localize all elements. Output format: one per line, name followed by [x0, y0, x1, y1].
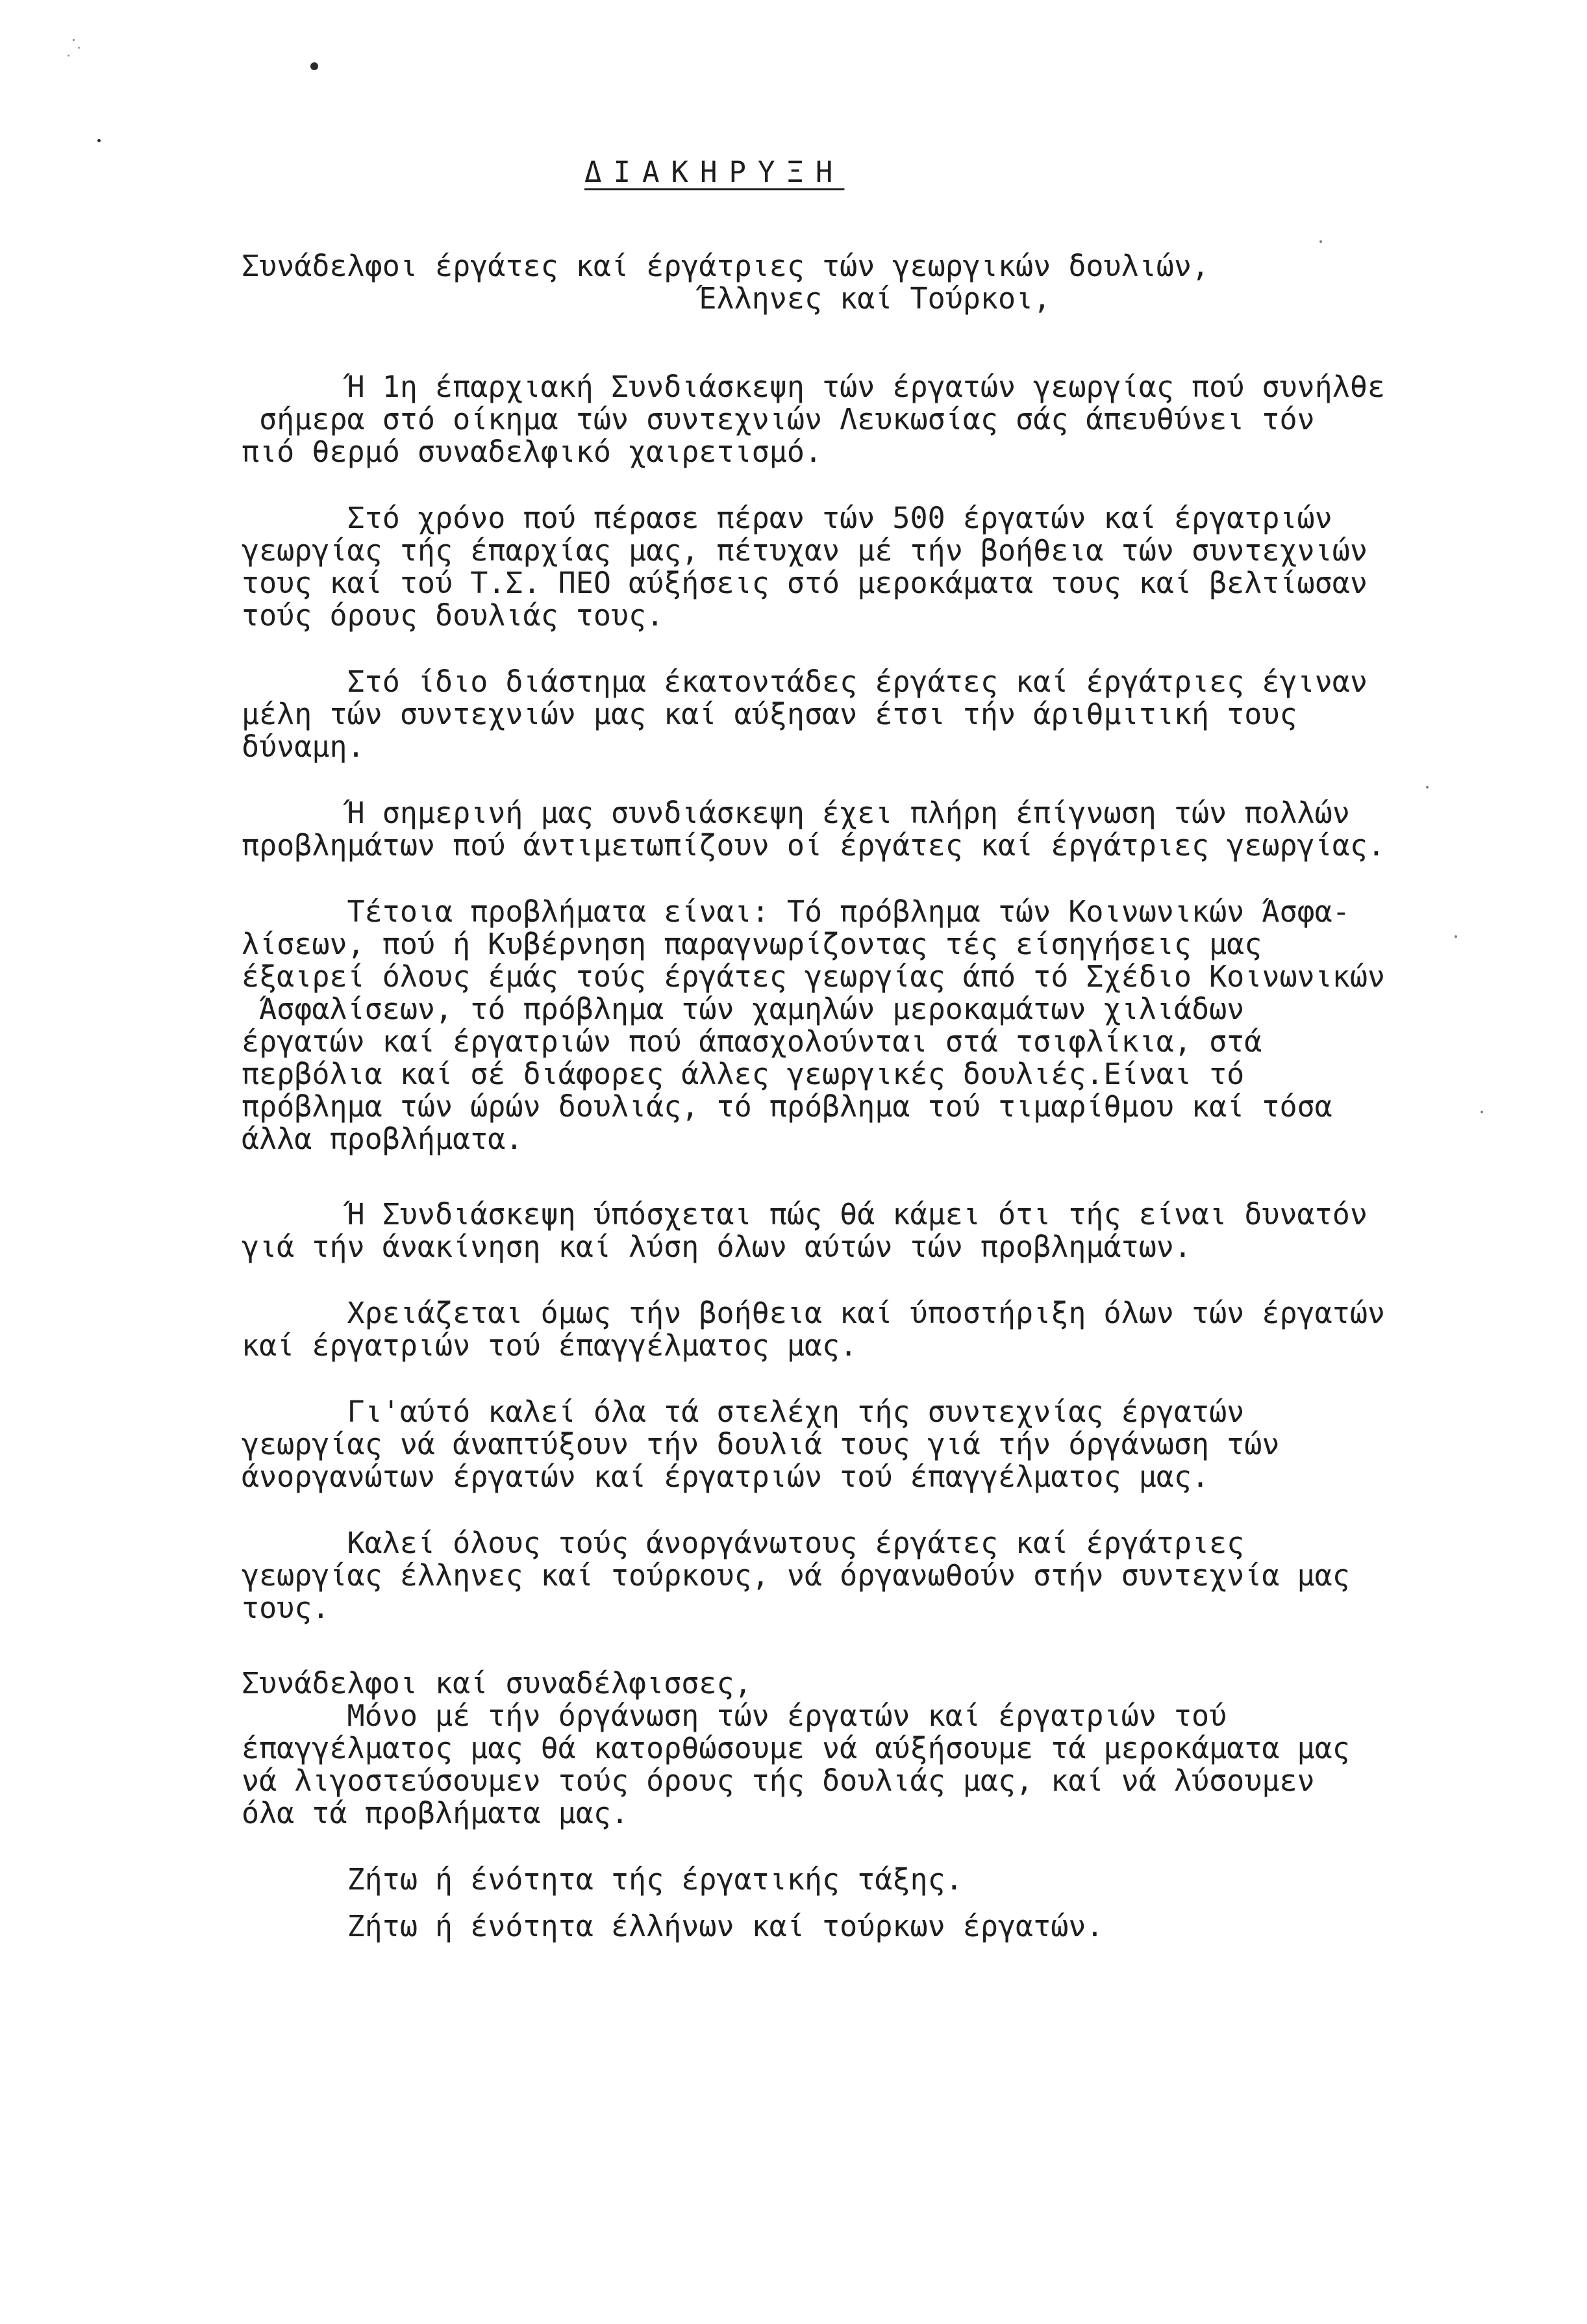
scan-speck — [97, 139, 101, 142]
paragraph-line: λίσεων, πού ή Κυβέρνηση παραγνωρίζοντας τές είσηγήσεις μας — [242, 927, 1262, 961]
closing-paragraph — [242, 1700, 1540, 1830]
paragraph-line: σήμερα στό οίκημα τών συντεχνιών Λευκωσίας σάς άπευθύνει τόν — [242, 402, 1315, 436]
paragraph-line: μέλη τών συντεχνιών μας καί αύξησαν έτσι τήν άριθμιτική τους — [242, 697, 1297, 731]
document-title: ΔΙΑΚΗΡΥΞΗ — [584, 156, 845, 189]
scan-speck — [73, 39, 75, 41]
paragraph-line: έπαγγέλματος μας θά κατορθώσουμε νά αύξήσουμε τά μεροκάματα μας — [242, 1731, 1350, 1765]
scan-speck — [68, 55, 69, 57]
paragraph-line: έξαιρεί όλους έμάς τούς έργάτες γεωργίας άπό τό Σχέδιο Κοινωνικών — [242, 959, 1385, 994]
document-body — [242, 250, 1540, 1943]
paragraph — [242, 1396, 1540, 1493]
scan-speck — [1319, 240, 1322, 243]
paragraph-line: όλα τά προβλήματα μας. — [242, 1796, 629, 1830]
paragraph-line: Ή 1η έπαρχιακή Συνδιάσκεψη τών έργατών γεωργίας πού συνήλθε — [242, 370, 1385, 404]
scan-speck — [310, 62, 318, 70]
slogan: Ζήτω ή ένότητα έλλήνων καί τούρκων έργατών. — [242, 1909, 1104, 1943]
greeting-line: Συνάδελφοι έργάτες καί έργάτριες τών γεωργικών δουλιών, — [242, 249, 1210, 283]
paragraph-line: άνοργανώτων έργατών καί έργατριών τού έπαγγέλματος μας. — [242, 1459, 1210, 1494]
scan-speck — [78, 47, 80, 49]
paragraph-line: νά λιγοστεύσουμεν τούς όρους τής δουλιάς μας, καί νά λύσουμεν — [242, 1763, 1315, 1798]
paragraph-line: Ή Συνδιάσκεψη ύπόσχεται πώς θά κάμει ότι τής είναι δυνατόν — [242, 1197, 1368, 1231]
slogan: Ζήτω ή ένότητα τής έργατικής τάξης. — [242, 1862, 963, 1897]
paragraph-line: τούς όρους δουλιάς τους. — [242, 598, 664, 633]
paragraph-line: προβλημάτων πού άντιμετωπίζουν οί έργάτες καί έργάτριες γεωργίας. — [242, 828, 1385, 863]
paragraph — [242, 1198, 1540, 1263]
paragraph — [242, 371, 1540, 468]
paragraph-line: Τέτοια προβλήματα είναι: Τό πρόβλημα τών Κοινωνικών Άσφα- — [242, 894, 1350, 929]
paragraph-line: τους. — [242, 1591, 330, 1625]
paragraph-line: έργατών καί έργατριών πού άπασχολούνται στά τσιφλίκια, στά — [242, 1024, 1262, 1059]
paragraph-line: Στό ίδιο διάστημα έκατοντάδες έργάτες καί έργάτριες έγιναν — [242, 664, 1368, 699]
paragraph-line: γεωργίας νά άναπτύξουν τήν δουλιά τους γιά τήν όργάνωση τών — [242, 1427, 1280, 1461]
paragraph-line: άλλα προβλήματα. — [242, 1122, 523, 1156]
paragraph-line: περβόλια καί σέ διάφορες άλλες γεωργικές δουλιές.Είναι τό — [242, 1057, 1245, 1091]
greeting-line: Έλληνες καί Τούρκοι, — [242, 281, 1051, 316]
paragraph-line: πρόβλημα τών ώρών δουλιάς, τό πρόβλημα τού τιμαρίθμου καί τόσα — [242, 1089, 1332, 1124]
paragraph-line: τους καί τού Τ.Σ. ΠΕΟ αύξήσεις στό μεροκάματα τους καί βελτίωσαν — [242, 566, 1368, 600]
paragraph-line: Καλεί όλους τούς άνοργάνωτους έργάτες καί έργάτριες — [242, 1526, 1245, 1560]
paragraph-line: Άσφαλίσεων, τό πρόβλημα τών χαμηλών μεροκαμάτων χιλιάδων — [242, 992, 1245, 1026]
paragraph-line: Ή σημερινή μας συνδιάσκεψη έχει πλήρη έπίγνωση τών πολλών — [242, 796, 1350, 830]
paragraph-line: γεωργίας τής έπαρχίας μας, πέτυχαν μέ τήν βοήθεια τών συντεχνιών — [242, 533, 1368, 568]
paragraph — [242, 797, 1540, 862]
paragraph-line: Μόνο μέ τήν όργάνωση τών έργατών καί έργατριών τού — [242, 1699, 1227, 1733]
paragraph-line: Στό χρόνο πού πέρασε πέραν τών 500 έργατών καί έργατριών — [242, 501, 1332, 535]
paragraph-line: Χρειάζεται όμως τήν βοήθεια καί ύποστήριξη όλων τών έργατών — [242, 1296, 1385, 1330]
paragraph-line: καί έργατριών τού έπαγγέλματος μας. — [242, 1328, 858, 1363]
paragraph — [242, 502, 1540, 632]
paragraph — [242, 1297, 1540, 1362]
paragraph — [242, 1527, 1540, 1624]
paragraph — [242, 666, 1540, 763]
paragraph-line: γεωργίας έλληνες καί τούρκους, νά όργανωθούν στήν συντεχνία μας — [242, 1558, 1350, 1593]
paragraph — [242, 896, 1540, 1156]
paragraph-line: πιό θερμό συναδελφικό χαιρετισμό. — [242, 435, 823, 469]
greeting — [242, 250, 1540, 315]
closing-salutation: Συνάδελφοι καί συναδέλφισσες, — [242, 1666, 752, 1700]
paragraph-line: γιά τήν άνακίνηση καί λύση όλων αύτών τών προβλημάτων. — [242, 1230, 1192, 1264]
paragraph-line: δύναμη. — [242, 729, 365, 764]
paragraph-line: Γι'αύτό καλεί όλα τά στελέχη τής συντεχνίας έργατών — [242, 1395, 1245, 1429]
